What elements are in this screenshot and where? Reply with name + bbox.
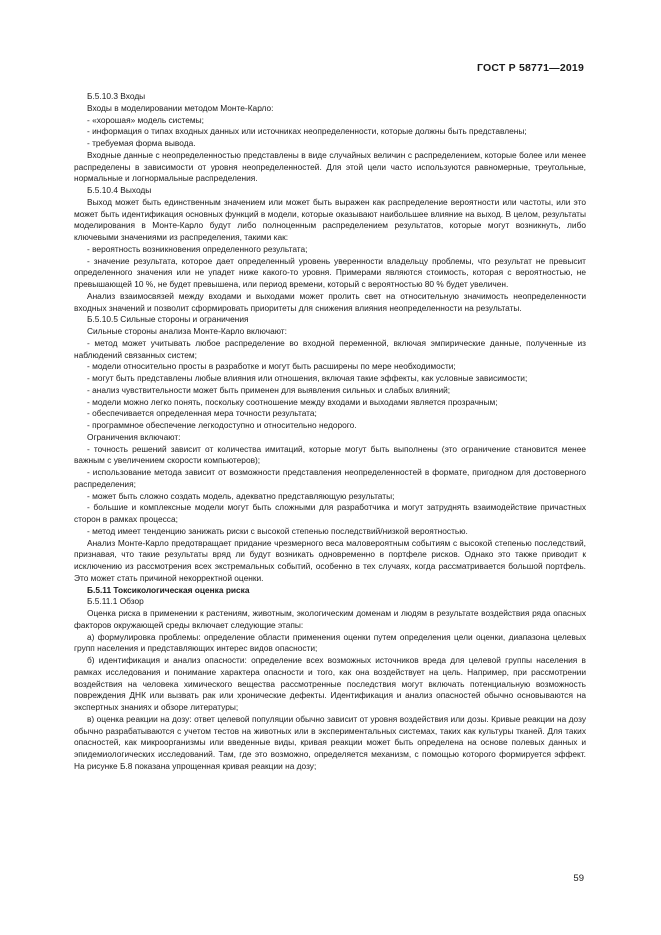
paragraph: - вероятность возникновения определенного результата; bbox=[87, 243, 308, 254]
paragraph: - использование метода зависит от возможности представления неопределенностей в формате, пригодном для достоверного распределения; bbox=[74, 467, 586, 489]
paragraph: Б.5.10.5 Сильные стороны и ограничения bbox=[87, 314, 249, 325]
paragraph: Входные данные с неопределенностью представлены в виде случайных величин с распределением, которые более или менее распределены в зависимости от уровня неопределенностей. Для этой цели часто используются равномерные, треугольные, нормальные и логнормальные распределения. bbox=[74, 149, 586, 184]
paragraph: - «хорошая» модель системы; bbox=[87, 114, 204, 125]
paragraph: - может быть сложно создать модель, адекватно представляющую результаты; bbox=[87, 490, 395, 501]
document-code-header: ГОСТ Р 58771—2019 bbox=[476, 62, 584, 74]
paragraph: а) формулировка проблемы: определение области применения оценки путем определения цели оценки, диапазона целевых групп населения и представляющих интерес видов опасности; bbox=[74, 631, 586, 654]
paragraph: - метод имеет тенденцию занижать риски с высокой степенью последствий/низкой вероятностью. bbox=[87, 525, 468, 536]
page-number: 59 bbox=[573, 873, 584, 884]
paragraph: Б.5.11 Токсикологическая оценка риска bbox=[87, 584, 250, 595]
paragraph: Ограничения включают: bbox=[87, 431, 181, 442]
paragraph: Сильные стороны анализа Монте-Карло включают: bbox=[87, 326, 287, 336]
paragraph: - большие и комплексные модели могут быть сложными для разработчика и могут затруднять взаимодействие причастных сторон в рамках процесса; bbox=[74, 502, 586, 524]
paragraph: - информация о типах входных данных или источниках неопределенности, которые должны быть представлены; bbox=[87, 126, 527, 137]
paragraph: - модели относительно просты в разработке и могут быть расширены по мере необходимости; bbox=[87, 361, 456, 372]
paragraph: Выход может быть единственным значением или может быть выражен как распределение вероятности или частоты, или это может быть идентификация основных функций в модели, которые оказывают наибольшее влияние на выход. В целом, результаты моделирования в Монте-Карло будут либо полноценным распределением результатов, которые могут возникнуть, либо ключевыми значениями из распределения, такими как: bbox=[74, 196, 586, 242]
paragraph: Анализ взаимосвязей между входами и выходами может пролить свет на относительную значимость неопределенности входных значений и позволит сформировать приоритеты для снижения влияния неопределенности на результаты. bbox=[74, 290, 586, 313]
paragraph: - точность решений зависит от количества имитаций, которые могут быть выполнены (это ограничение становится менее важным с увеличением скорости компьютеров); bbox=[74, 443, 586, 466]
paragraph: б) идентификация и анализ опасности: определение всех возможных источников вреда для целевой группы населения в рамках исследования и понимание характера опасности и того, как она воздействует на цель. Например, при рассмотрении воздействия на человека химического вещества рассмотренные последствия могут включать потенциальную возможность повреждения ДНК или вызвать рак или хронические дефекты. Идентификация и анализ опасностей обычно основываются на экспертных знаниях и обзоре литературы; bbox=[74, 655, 586, 712]
paragraph: Б.5.10.3 Входы bbox=[87, 91, 146, 101]
paragraph: - анализ чувствительности может быть применен для выявления сильных и слабых влияний; bbox=[87, 384, 451, 395]
paragraph: - обеспечивается определенная мера точности результата; bbox=[87, 408, 317, 419]
paragraph: Б.5.10.4 Выходы bbox=[87, 185, 152, 195]
paragraph: Анализ Монте-Карло предотвращает придание чрезмерного веса маловероятным событиям с высокой степенью последствий, признавая, что такие результаты вряд ли будут возникать одновременно в портфеле рисков. Однако это также приводит к исключению из рассмотрения всех экстремальных событий, особенно в тех случаях, когда рассматривается большой портфель. Это может стать причиной некорректной оценки. bbox=[74, 537, 586, 583]
paragraph: - значение результата, которое дает определенный уровень уверенности владельцу проблемы, что результат не превысит определенного значения или не упадет ниже какого-то уровня. Примерами являются стоимость, которая с вероятностью, не превышающей 10 %, не будет превышена, или период времени, который с вероятностью 80 % будет увеличен. bbox=[74, 255, 586, 289]
paragraph: - требуемая форма вывода. bbox=[87, 138, 196, 148]
document-body bbox=[74, 91, 586, 773]
paragraph: - программное обеспечение легкодоступно и относительно недорого. bbox=[87, 420, 357, 430]
paragraph: - метод может учитывать любое распределение во входной переменной, включая эмпирические данные, полученные из наблюдений связанных систем; bbox=[74, 337, 586, 360]
paragraph: Оценка риска в применении к растениям, животным, экологическим доменам и людям в результате воздействия ряда опасных факторов окружающей среды включает следующие этапы: bbox=[74, 608, 586, 630]
paragraph: - могут быть представлены любые влияния или отношения, включая такие эффекты, как условные зависимости; bbox=[87, 373, 528, 383]
paragraph: - модели можно легко понять, поскольку соотношение между входами и выходами является прозрачным; bbox=[87, 396, 498, 407]
paragraph: в) оценка реакции на дозу: ответ целевой популяции обычно зависит от уровня воздействия или дозы. Кривые реакции на дозу обычно разрабатываются с учетом тестов на животных или в экспериментальных системах, таких как культуры тканей. Для таких опасностей, как микроорганизмы или введенные виды, кривая реакции может быть определена на основе полевых данных и эпидемиологических исследований. Там, где это возможно, определяется механизм, с помощью которого формируется эффект. На рисунке Б.8 показана упрощенная кривая реакции на дозу; bbox=[74, 713, 586, 771]
paragraph: Б.5.11.1 Обзор bbox=[87, 596, 144, 607]
paragraph: Входы в моделировании методом Монте-Карло: bbox=[87, 102, 274, 113]
